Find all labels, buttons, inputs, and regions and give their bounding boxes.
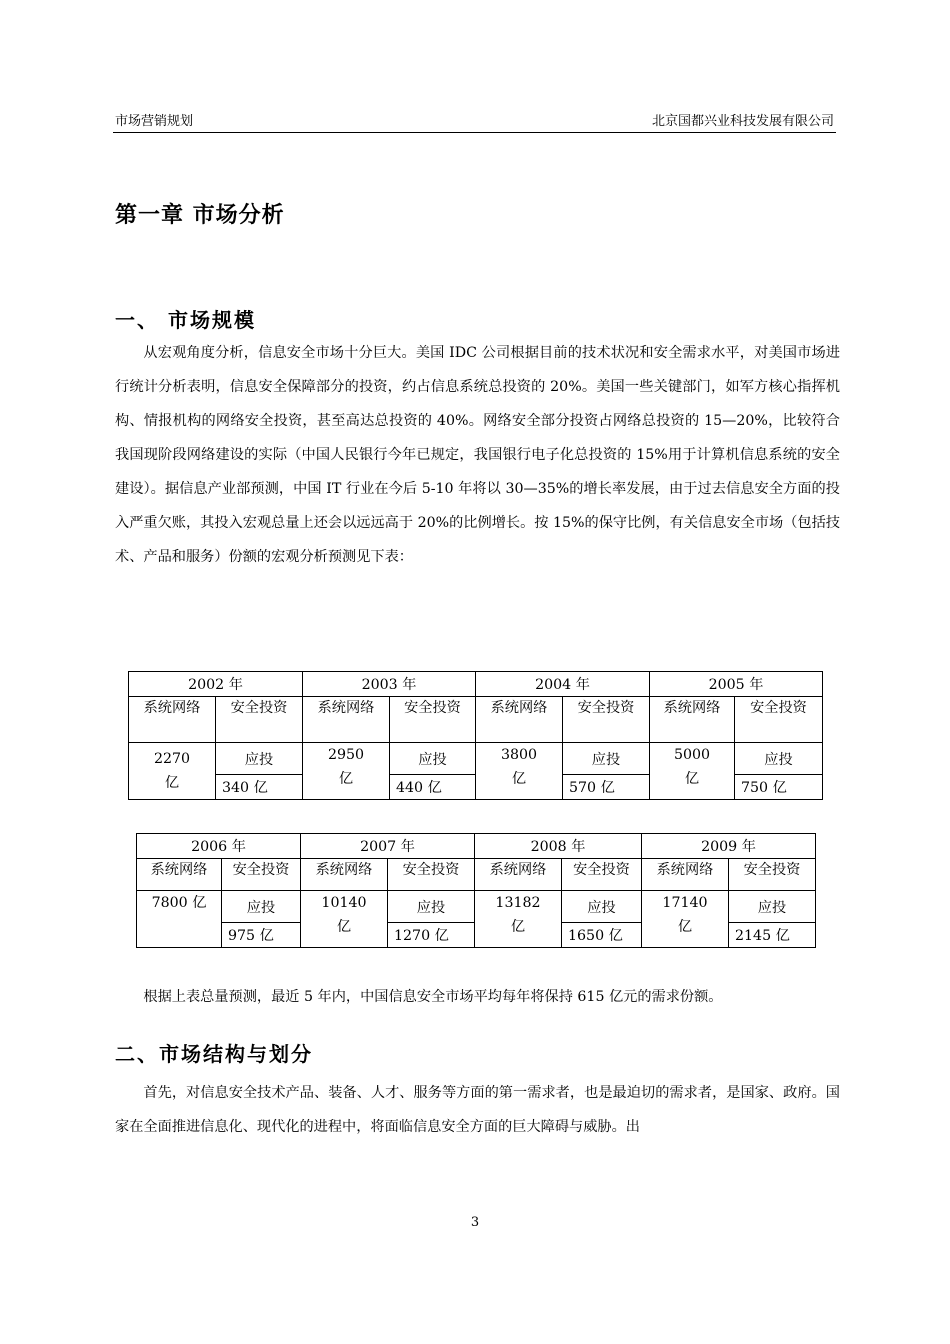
column-header-system: 系统网络 (642, 859, 729, 891)
security-investment-value: 570 亿 (563, 775, 650, 800)
system-investment-value: 10140 亿 (301, 891, 388, 948)
year-header: 2007 年 (301, 834, 475, 859)
column-header-security: 安全投资 (735, 697, 823, 743)
system-investment-value: 5000 亿 (650, 743, 735, 800)
security-investment-value: 975 亿 (222, 923, 301, 948)
year-header: 2003 年 (303, 672, 476, 697)
column-header-security: 安全投资 (390, 697, 476, 743)
security-investment-value: 440 亿 (390, 775, 476, 800)
year-header: 2008 年 (475, 834, 642, 859)
column-header-security: 安全投资 (562, 859, 642, 891)
column-header-system: 系统网络 (301, 859, 388, 891)
system-investment-value: 13182 亿 (475, 891, 562, 948)
column-header-security: 安全投资 (222, 859, 301, 891)
section-1-title: 一、 市场规模 (115, 308, 256, 332)
year-header: 2004 年 (476, 672, 650, 697)
column-header-security: 安全投资 (216, 697, 303, 743)
header-left-text: 市场营销规划 (115, 114, 194, 129)
year-header: 2002 年 (129, 672, 303, 697)
investment-table-2006-2009 (136, 833, 816, 948)
column-header-security: 安全投资 (563, 697, 650, 743)
page-header (113, 110, 836, 133)
year-header: 2009 年 (642, 834, 816, 859)
header-right-text: 北京国都兴业科技发展有限公司 (651, 114, 834, 129)
security-investment-value: 1650 亿 (562, 923, 642, 948)
table-summary: 根据上表总量预测，最近 5 年内，中国信息安全市场平均每年将保持 615 亿元的需求份额。 (143, 989, 723, 1005)
column-header-system: 系统网络 (650, 697, 735, 743)
year-header: 2005 年 (650, 672, 823, 697)
column-header-security: 安全投资 (388, 859, 475, 891)
column-header-system: 系统网络 (137, 859, 222, 891)
column-header-system: 系统网络 (303, 697, 390, 743)
system-investment-value: 17140 亿 (642, 891, 729, 948)
column-header-system: 系统网络 (129, 697, 216, 743)
section-1-paragraph: 从宏观角度分析，信息安全市场十分巨大。美国 IDC 公司根据目前的技术状况和安全需求水平，对美国市场进行统计分析表明，信息安全保障部分的投资，约占信息系统总投资的 20%。美国一些关键部门，如军方核心指挥机构、情报机构的网络安全投资，甚至高达总投资的 40%。网络安全部分投资占网络总投资的 15—20%，比较符合我国现阶段网络建设的实际（中国人民银行今年已规定，我国银行电子化总投资的 15%用于计算机信息系统的安全建设）。据信息产业部预测，中国 IT 行业在今后 5-10 年将以 30—35%的增长率发展，由于过去信息安全方面的投入严重欠账，其投入宏观总量上还会以远远高于 20%的比例增长。按 15%的保守比例，有关信息安全市场（包括技术、产品和服务）份额的宏观分析预测见下表： (115, 345, 840, 565)
invest-label: 应投 (735, 743, 823, 775)
column-header-system: 系统网络 (475, 859, 562, 891)
invest-label: 应投 (390, 743, 476, 775)
column-header-system: 系统网络 (476, 697, 563, 743)
security-investment-value: 340 亿 (216, 775, 303, 800)
section-2-paragraph: 首先，对信息安全技术产品、装备、人才、服务等方面的第一需求者，也是最迫切的需求者，是国家、政府。国家在全面推进信息化、现代化的进程中，将面临信息安全方面的巨大障碍与威胁。出 (115, 1085, 840, 1135)
security-investment-value: 2145 亿 (729, 923, 816, 948)
column-header-security: 安全投资 (729, 859, 816, 891)
page-number: 3 (470, 1215, 480, 1230)
investment-table-2002-2005 (128, 671, 823, 800)
invest-label: 应投 (562, 891, 642, 923)
invest-label: 应投 (563, 743, 650, 775)
chapter-title: 第一章 市场分析 (115, 203, 285, 228)
system-investment-value: 3800 亿 (476, 743, 563, 800)
invest-label: 应投 (388, 891, 475, 923)
system-investment-value: 2950 亿 (303, 743, 390, 800)
year-header: 2006 年 (137, 834, 301, 859)
invest-label: 应投 (222, 891, 301, 923)
section-2-title: 二、市场结构与划分 (115, 1042, 313, 1066)
security-investment-value: 1270 亿 (388, 923, 475, 948)
invest-label: 应投 (216, 743, 303, 775)
system-investment-value: 2270 亿 (129, 743, 216, 800)
system-investment-value: 7800 亿 (137, 891, 222, 948)
invest-label: 应投 (729, 891, 816, 923)
security-investment-value: 750 亿 (735, 775, 823, 800)
